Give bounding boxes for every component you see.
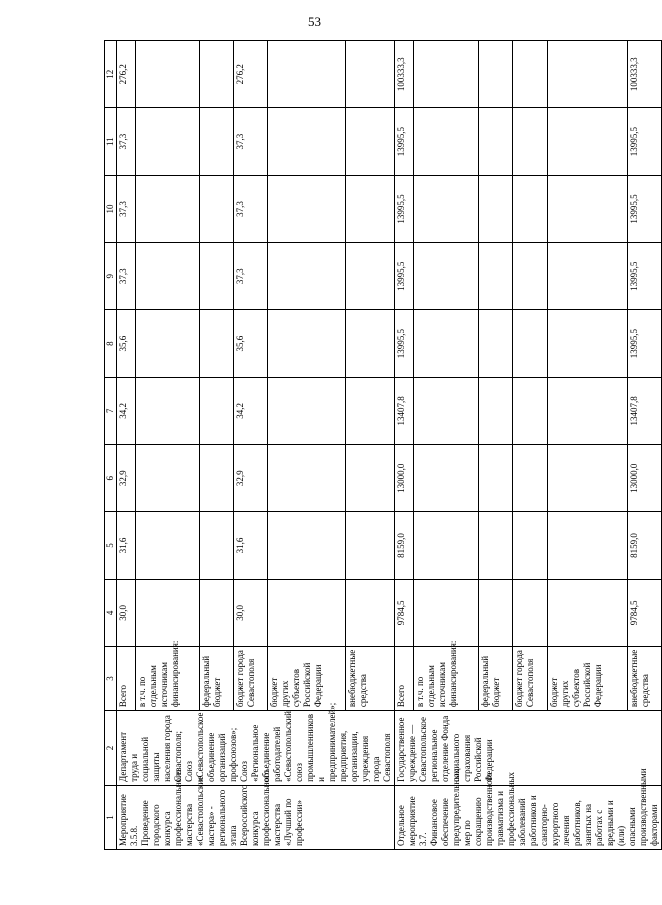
amount-cell <box>199 310 233 377</box>
amount-cell <box>199 512 233 579</box>
executor-cell: Департамент труда и социальной защиты населения города Севастополя; Союз «Севастопольское объединение организаций профсоюзов»; Союз «Региональное объединение работодателей «Севастопольский союз промышленников и предпринимателей»; предприятия, организации, учреждения города Севастополя <box>117 711 395 786</box>
amount-cell <box>414 108 479 175</box>
funding-source-cell: бюджет города Севастополя <box>233 646 267 710</box>
table-row <box>117 41 136 850</box>
amount-cell: 35,6 <box>233 310 267 377</box>
amount-cell: 13995,5 <box>395 175 414 242</box>
amount-cell: 37,3 <box>117 243 136 310</box>
amount-cell <box>414 41 479 108</box>
amount-cell: 30,0 <box>117 579 136 646</box>
amount-cell <box>478 445 512 512</box>
amount-cell <box>135 175 199 242</box>
amount-cell: 9784,5 <box>395 579 414 646</box>
amount-cell <box>346 377 395 444</box>
header-cell: 2 <box>105 711 117 786</box>
amount-cell <box>547 377 627 444</box>
amount-cell: 8159,0 <box>627 512 661 579</box>
amount-cell <box>547 175 627 242</box>
amount-cell <box>199 175 233 242</box>
amount-cell: 13995,5 <box>395 108 414 175</box>
amount-cell: 100333,3 <box>395 41 414 108</box>
funding-source-cell: в т.ч. по отдельным источникам финансирования: <box>135 646 199 710</box>
amount-cell <box>547 445 627 512</box>
amount-cell: 31,6 <box>117 512 136 579</box>
amount-cell <box>199 445 233 512</box>
amount-cell: 37,3 <box>233 243 267 310</box>
header-cell: 11 <box>105 108 117 175</box>
amount-cell <box>346 41 395 108</box>
amount-cell: 35,6 <box>117 310 136 377</box>
header-cell: 7 <box>105 377 117 444</box>
amount-cell <box>135 310 199 377</box>
amount-cell <box>267 243 346 310</box>
amount-cell <box>135 243 199 310</box>
amount-cell: 13995,5 <box>627 310 661 377</box>
amount-cell <box>414 175 479 242</box>
amount-cell <box>346 310 395 377</box>
amount-cell <box>478 579 512 646</box>
amount-cell: 30,0 <box>233 579 267 646</box>
amount-cell <box>199 243 233 310</box>
funding-source-cell: внебюджетные средства <box>346 646 395 710</box>
funding-source-cell: Всего <box>395 646 414 710</box>
amount-cell: 13000,0 <box>395 445 414 512</box>
amount-cell <box>414 377 479 444</box>
amount-cell: 276,2 <box>233 41 267 108</box>
funding-source-cell: Всего <box>117 646 136 710</box>
amount-cell: 34,2 <box>233 377 267 444</box>
funding-source-cell: бюджет других субъектов Российской Федерации <box>267 646 346 710</box>
amount-cell: 34,2 <box>117 377 136 444</box>
amount-cell <box>135 108 199 175</box>
amount-cell <box>414 243 479 310</box>
amount-cell: 9784,5 <box>627 579 661 646</box>
event-name-cell: Мероприятие 3.5.8. Проведение городского конкурса профессионального мастерства «Севастопольские мастера» - регионального этапа Всероссийского конкурса профессионального мастерства «Лучший по профессии» <box>117 785 395 849</box>
amount-cell <box>513 445 547 512</box>
header-cell: 6 <box>105 445 117 512</box>
funding-source-cell: внебюджетные средства <box>627 646 661 710</box>
amount-cell: 13407,8 <box>395 377 414 444</box>
amount-cell <box>199 579 233 646</box>
amount-cell <box>478 512 512 579</box>
executor-cell: Государственное учреждение — Севастопольское региональное отделение Фонда социального страхования Российской Федерации <box>395 711 662 786</box>
amount-cell <box>346 175 395 242</box>
page-number: 53 <box>308 14 321 29</box>
amount-cell: 37,3 <box>117 108 136 175</box>
amount-cell <box>267 310 346 377</box>
amount-cell: 13995,5 <box>627 108 661 175</box>
amount-cell: 13995,5 <box>395 310 414 377</box>
amount-cell <box>346 445 395 512</box>
amount-cell <box>478 243 512 310</box>
amount-cell <box>547 243 627 310</box>
amount-cell <box>267 445 346 512</box>
amount-cell <box>135 377 199 444</box>
amount-cell <box>547 108 627 175</box>
header-cell: 4 <box>105 579 117 646</box>
funding-source-cell: бюджет города Севастополя <box>513 646 547 710</box>
rotated-table-wrapper <box>104 40 659 850</box>
amount-cell <box>414 512 479 579</box>
header-cell: 3 <box>105 646 117 710</box>
amount-cell <box>513 243 547 310</box>
amount-cell <box>199 108 233 175</box>
amount-cell <box>513 579 547 646</box>
event-name-cell: Отдельное мероприятие 3.7. Финансовое обеспечение предупредительных мер по сокращению производственного травматизма и профессиональных заболеваний работников и санаторно-курортного лечения работников, занятых на работах с вредными и (или) опасными производственными факторами <box>395 785 662 849</box>
header-cell: 1 <box>105 785 117 849</box>
amount-cell <box>346 108 395 175</box>
amount-cell <box>267 175 346 242</box>
header-cell: 12 <box>105 41 117 108</box>
amount-cell <box>267 512 346 579</box>
amount-cell <box>547 512 627 579</box>
amount-cell: 13407,8 <box>627 377 661 444</box>
amount-cell <box>478 108 512 175</box>
header-cell: 10 <box>105 175 117 242</box>
table-row <box>395 41 414 850</box>
amount-cell: 13995,5 <box>395 243 414 310</box>
amount-cell <box>135 445 199 512</box>
amount-cell <box>513 512 547 579</box>
header-cell: 8 <box>105 310 117 377</box>
amount-cell <box>513 310 547 377</box>
amount-cell <box>267 579 346 646</box>
amount-cell: 31,6 <box>233 512 267 579</box>
amount-cell: 32,9 <box>233 445 267 512</box>
amount-cell <box>135 41 199 108</box>
amount-cell: 37,3 <box>233 108 267 175</box>
amount-cell <box>135 579 199 646</box>
header-row <box>105 41 117 850</box>
amount-cell: 13995,5 <box>627 175 661 242</box>
amount-cell <box>478 41 512 108</box>
amount-cell: 100333,3 <box>627 41 661 108</box>
amount-cell: 8159,0 <box>395 512 414 579</box>
amount-cell <box>346 512 395 579</box>
funding-source-cell: федеральный бюджет <box>199 646 233 710</box>
amount-cell <box>547 579 627 646</box>
amount-cell: 37,3 <box>233 175 267 242</box>
amount-cell <box>547 310 627 377</box>
amount-cell: 276,2 <box>117 41 136 108</box>
header-cell: 5 <box>105 512 117 579</box>
amount-cell <box>513 41 547 108</box>
funding-source-cell: федеральный бюджет <box>478 646 512 710</box>
funding-source-cell: бюджет других субъектов Российской Федерации <box>547 646 627 710</box>
amount-cell <box>478 175 512 242</box>
amount-cell: 32,9 <box>117 445 136 512</box>
amount-cell <box>267 377 346 444</box>
amount-cell <box>267 41 346 108</box>
amount-cell <box>414 310 479 377</box>
amount-cell <box>414 445 479 512</box>
financing-table <box>104 40 662 850</box>
amount-cell <box>346 579 395 646</box>
amount-cell <box>513 108 547 175</box>
amount-cell <box>513 377 547 444</box>
amount-cell: 13995,5 <box>627 243 661 310</box>
amount-cell <box>346 243 395 310</box>
amount-cell <box>547 41 627 108</box>
amount-cell <box>513 175 547 242</box>
amount-cell <box>199 41 233 108</box>
amount-cell <box>135 512 199 579</box>
amount-cell <box>414 579 479 646</box>
amount-cell: 37,3 <box>117 175 136 242</box>
header-cell: 9 <box>105 243 117 310</box>
amount-cell <box>267 108 346 175</box>
amount-cell <box>199 377 233 444</box>
amount-cell: 13000,0 <box>627 445 661 512</box>
amount-cell <box>478 377 512 444</box>
amount-cell <box>478 310 512 377</box>
funding-source-cell: в т.ч. по отдельным источникам финансирования: <box>414 646 479 710</box>
